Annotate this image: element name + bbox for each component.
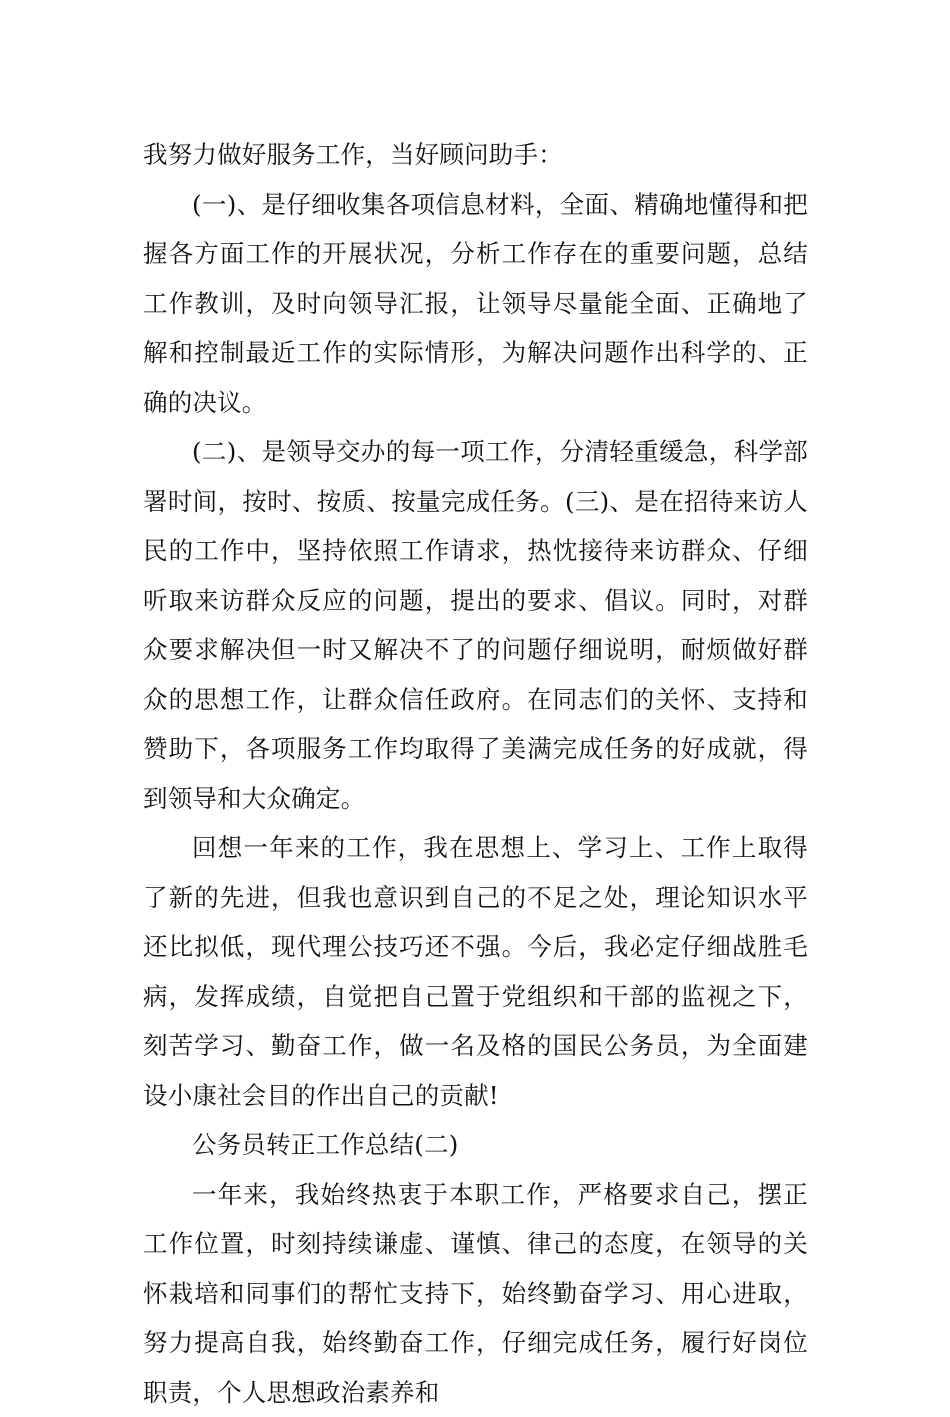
paragraph-intro: 我努力做好服务工作，当好顾问助手： (143, 130, 808, 180)
paragraph-summary-two: 一年来，我始终热衷于本职工作，严格要求自己，摆正工作位置，时刻持续谦虚、谨慎、律己的态度，在领导的关怀栽培和同事们的帮忙支持下，始终勤奋学习、用心进取，努力提高自我，始终勤奋工作，仔细完成任务，履行好岗位职责，个人思想政治素养和 (143, 1170, 808, 1417)
paragraph-item-one: (一)、是仔细收集各项信息材料，全面、精确地懂得和把握各方面工作的开展状况，分析工作存在的重要问题，总结工作教训，及时向领导汇报，让领导尽量能全面、正确地了解和控制最近工作的实际情形，为解决问题作出科学的、正确的决议。 (143, 180, 808, 428)
document-body (143, 130, 808, 1417)
paragraph-reflection: 回想一年来的工作，我在思想上、学习上、工作上取得了新的先进，但我也意识到自己的不足之处，理论知识水平还比拟低，现代理公技巧还不强。今后，我必定仔细战胜毛病，发挥成绩，自觉把自己置于党组织和干部的监视之下，刻苦学习、勤奋工作，做一名及格的国民公务员，为全面建设小康社会目的作出自己的贡献! (143, 823, 808, 1120)
section-heading: 公务员转正工作总结(二) (143, 1120, 808, 1170)
paragraph-item-two-three: (二)、是领导交办的每一项工作，分清轻重缓急，科学部署时间，按时、按质、按量完成任务。(三)、是在招待来访人民的工作中，坚持依照工作请求，热忱接待来访群众、仔细听取来访群众反应的问题，提出的要求、倡议。同时，对群众要求解决但一时又解决不了的问题仔细说明，耐烦做好群众的思想工作，让群众信任政府。在同志们的关怀、支持和赞助下，各项服务工作均取得了美满完成任务的好成就，得到领导和大众确定。 (143, 427, 808, 823)
